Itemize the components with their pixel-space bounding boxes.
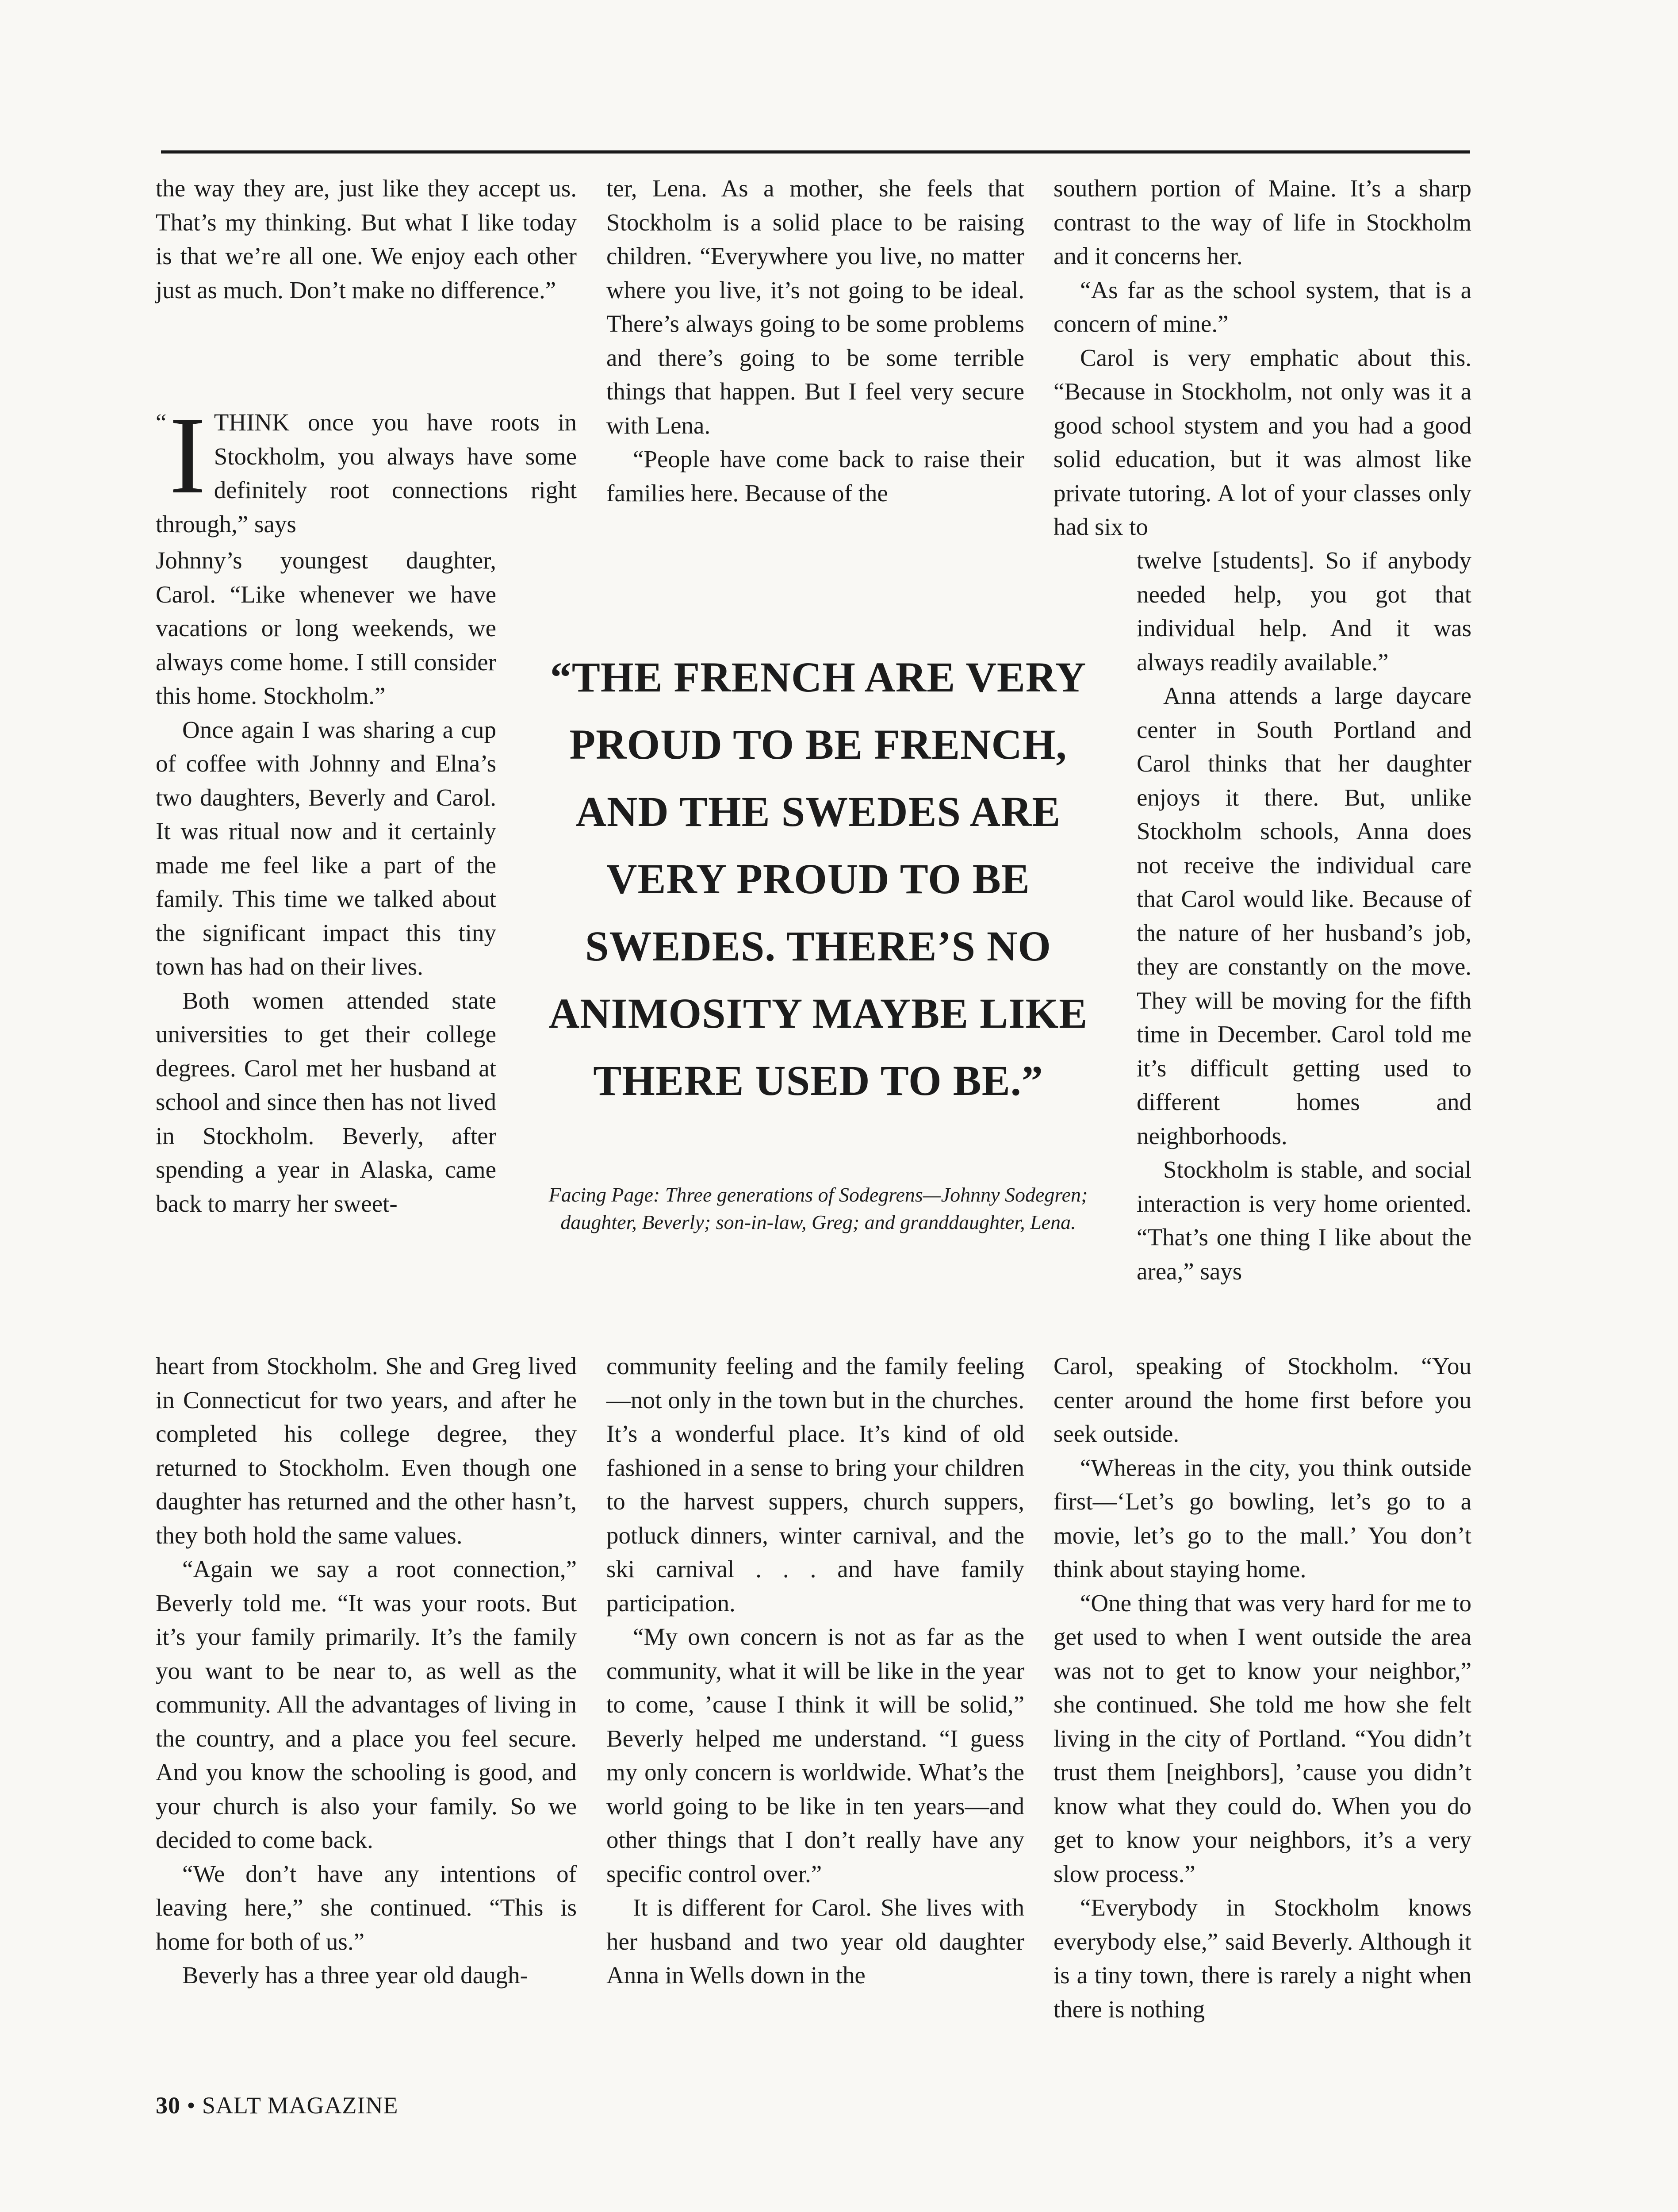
paragraph: Stockholm is stable, and social interaction is very home oriented. “That’s one thing I like about the area,” says — [1137, 1156, 1471, 1285]
column-3-top — [1054, 172, 1471, 544]
top-rule — [161, 150, 1470, 154]
column-1-wrapped — [156, 544, 496, 1221]
paragraph: “People have come back to raise their families here. Because of the — [606, 445, 1024, 507]
paragraph: Carol is very emphatic about this. “Because in Stockholm, not only was it a good school stystem and you had a good solid education, but it was almost like private tutoring. A lot of your classes only had six to — [1054, 344, 1471, 540]
paragraph: “One thing that was very hard for me to get used to when I went outside the area was not to get to know your neighbor,” she continued. She told me how she felt living in the city of Portland. “You didn’t trust them [neighbors], ’cause you didn’t know what they could do. When you do get to know your neighbors, it’s a very slow process.” — [1054, 1589, 1471, 1887]
dropcap-paragraph — [156, 394, 577, 541]
paragraph: “My own concern is not as far as the community, what it will be like in the year to come, ’cause I think it will be solid,” Beverly helped me understand. “I guess my only concern is worldwide. What’s the world going to be like in ten years—and other things that I don’t really have any specific control over.” — [606, 1623, 1024, 1887]
footer-separator: • — [187, 2092, 196, 2119]
pull-quote: “THE FRENCH ARE VERY PROUD TO BE FRENCH, AND THE SWEDES ARE VERY PROUD TO BE SWEDES. THERE’S NO ANIMOSITY MAYBE LIKE THERE USED TO BE.” — [548, 653, 1088, 1104]
paragraph: Carol, speaking of Stockholm. “You center around the home first before you seek outside. — [1054, 1352, 1471, 1447]
paragraph: ter, Lena. As a mother, she feels that Stockholm is a solid place to be raising children. “Everywhere you live, no matter where you live, it’s not going to be ideal. There’s always going to be some problems and there’s going to be some terrible things that happen. But I feel very secure with Lena. — [606, 175, 1024, 439]
paragraph: “Everybody in Stockholm knows everybody else,” said Beverly. Although it is a tiny town, there is rarely a night when there is nothing — [1054, 1894, 1471, 2023]
drop-cap: I — [169, 394, 206, 517]
paragraph: Beverly has a three year old daugh- — [182, 1962, 528, 1989]
page-footer — [156, 2092, 398, 2119]
paragraph: heart from Stockholm. She and Greg lived in Connecticut for two years, and after he completed his college degree, they returned to Stockholm. Even though one daughter has returned and the other hasn’t, they both hold the same values. — [156, 1352, 577, 1549]
column-2-bottom — [606, 1349, 1024, 1993]
column-1-bottom — [156, 1349, 577, 1993]
paragraph: Anna attends a large daycare center in South Portland and Carol thinks that her daughter enjoys it there. But, unlike Stockholm schools, Anna does not receive the individual care that Carol would like. Because of the nature of her husband’s job, they are constantly on the move. They will be moving for the fifth time in December. Carol told me it’s difficult getting used to different homes and neighborhoods. — [1137, 682, 1471, 1149]
page-number: 30 — [156, 2092, 180, 2119]
paragraph: the way they are, just like they accept us. That’s my thinking. But what I like today is that we’re all one. We enjoy each other just as much. Don’t make no difference.” — [156, 175, 577, 303]
paragraph: southern portion of Maine. It’s a sharp contrast to the way of life in Stockholm and it concerns her. — [1054, 175, 1471, 269]
column-2-top — [606, 172, 1024, 510]
column-3-bottom — [1054, 1349, 1471, 2026]
paragraph: Once again I was sharing a cup of coffee with Johnny and Elna’s two daughters, Beverly and Carol. It was ritual now and it certainly made me feel like a part of the family. This time we talked about the significant impact this tiny town has had on their lives. — [156, 716, 496, 980]
column-1-top — [156, 172, 577, 307]
paragraph: Both women attended state universities to get their college degrees. Carol met her husband at school and since then has not lived in Stockholm. Beverly, after spending a year in Alaska, came back to marry her sweet- — [156, 987, 496, 1217]
paragraph: community feeling and the family feeling—not only in the town but in the churches. It’s a wonderful place. It’s kind of old fashioned in a sense to bring your children to the harvest suppers, church suppers, potluck dinners, winter carnival, and the ski carnival . . . and have family participation. — [606, 1352, 1024, 1617]
photo-caption: Facing Page: Three generations of Sodegrens—Johnny Sodegren; daughter, Beverly; son-in-law, Greg; and granddaughter, Lena. — [548, 1183, 1088, 1233]
paragraph: twelve [students]. So if anybody needed help, you got that individual help. And it was always readily available.” — [1137, 547, 1471, 676]
column-3-wrapped — [1137, 544, 1471, 1288]
magazine-name: SALT MAGAZINE — [202, 2092, 398, 2119]
paragraph: “We don’t have any intentions of leaving here,” she continued. “This is home for both of us.” — [156, 1860, 577, 1955]
paragraph: “Again we say a root connection,” Beverly told me. “It was your roots. But it’s your family primarily. It’s the family you want to be near to, as well as the community. All the advantages of living in the country, and a place you feel secure. And you know the schooling is good, and your church is also your family. So we decided to come back. — [156, 1555, 577, 1853]
opening-quote: “ — [156, 409, 167, 436]
paragraph: “Whereas in the city, you think outside first—‘Let’s go bowling, let’s go to a movie, let’s go to the mall.’ You don’t think about staying home. — [1054, 1454, 1471, 1582]
paragraph: “As far as the school system, that is a concern of mine.” — [1054, 276, 1471, 337]
paragraph: Johnny’s youngest daughter, Carol. “Like whenever we have vacations or long weekends, we always come home. I still consider this home. Stockholm.” — [156, 547, 496, 709]
paragraph: It is different for Carol. She lives with her husband and two year old daughter Anna in Wells down in the — [606, 1894, 1024, 1989]
paragraph: THINK once you have roots in Stockholm, you always have some definitely root connections right through,” says — [156, 409, 577, 538]
